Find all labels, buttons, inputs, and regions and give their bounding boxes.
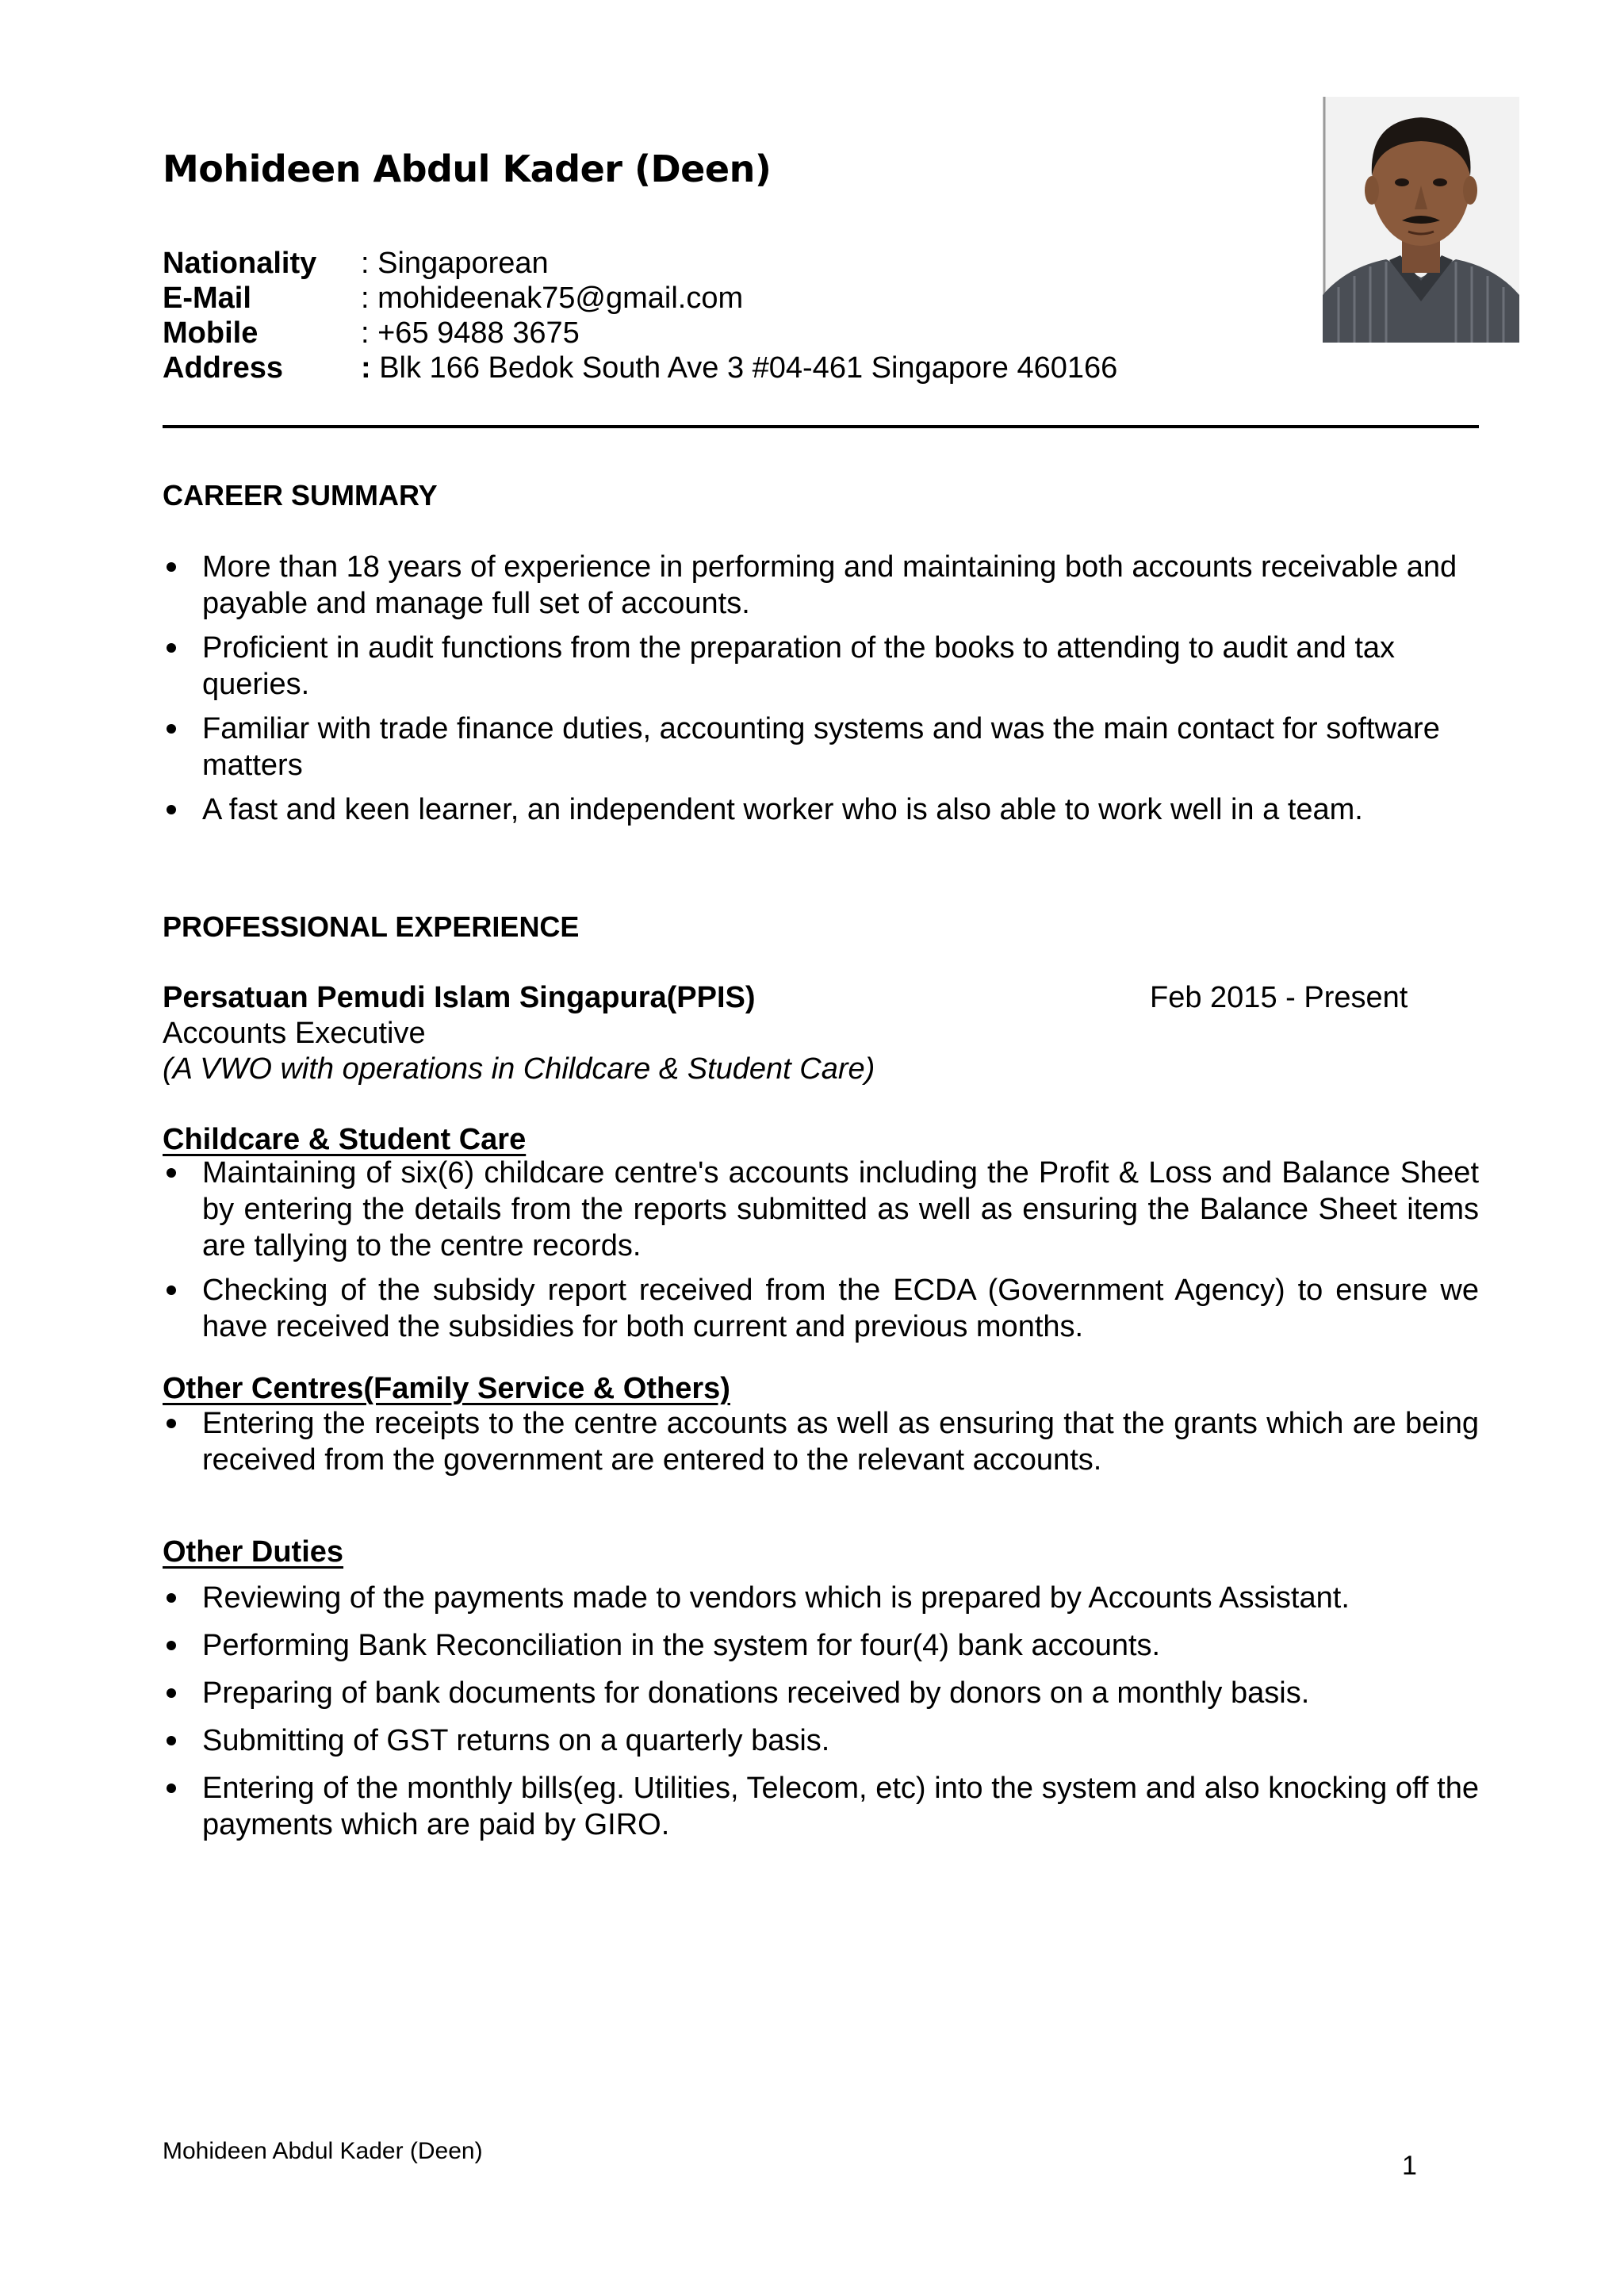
- list-item: [163, 1580, 1479, 1616]
- nationality-label: Nationality: [163, 247, 317, 280]
- contact-row-address: [163, 351, 1117, 385]
- mobile-label: Mobile: [163, 316, 259, 350]
- list-item: [163, 549, 1479, 622]
- contact-row-nationality: [163, 246, 1117, 281]
- bullet-icon: [167, 1784, 176, 1793]
- list-item-text: Checking of the subsidy report received from the ECDA (Government Agency) to ensure we have received the subsidies for both current and previous months.: [202, 1274, 1479, 1343]
- contact-row-mobile: [163, 316, 1117, 351]
- list-item: [163, 1272, 1479, 1345]
- list-item-text: Preparing of bank documents for donations received by donors on a monthly basis.: [202, 1676, 1310, 1710]
- list-item: [163, 1770, 1479, 1843]
- list-item-text: Entering of the monthly bills(eg. Utilities, Telecom, etc) into the system and also knocking off the payments which are paid by GIRO.: [202, 1772, 1479, 1841]
- bullet-icon: [167, 1285, 176, 1295]
- email-label: E-Mail: [163, 282, 251, 315]
- bullet-icon: [167, 1168, 176, 1178]
- bullet-icon: [167, 1736, 176, 1745]
- other-centres-duties-list: [163, 1405, 1479, 1478]
- mobile-separator: :: [361, 316, 370, 350]
- job-company: Persatuan Pemudi Islam Singapura(PPIS): [163, 981, 756, 1014]
- section-heading-childcare: Childcare & Student Care: [163, 1123, 527, 1156]
- career-summary-list: [163, 549, 1479, 828]
- bullet-icon: [167, 1593, 176, 1603]
- nationality-separator: :: [361, 247, 370, 280]
- bullet-icon: [167, 1419, 176, 1428]
- section-heading-other-centres: Other Centres(Family Service & Others): [163, 1372, 730, 1405]
- list-item: [163, 630, 1479, 703]
- contact-row-email: [163, 281, 1117, 316]
- list-item: [163, 791, 1479, 828]
- other-duties-list: [163, 1580, 1479, 1843]
- list-item: [163, 1722, 1479, 1759]
- bullet-icon: [167, 1688, 176, 1698]
- list-item-text: Familiar with trade finance duties, accounting systems and was the main contact for software matters: [202, 712, 1440, 782]
- list-item-text: Performing Bank Reconciliation in the system for four(4) bank accounts.: [202, 1629, 1161, 1662]
- address-value: Blk 166 Bedok South Ave 3 #04-461 Singapore 460166: [370, 351, 1118, 385]
- professional-experience-heading: PROFESSIONAL EXPERIENCE: [163, 910, 580, 943]
- footer-name: Mohideen Abdul Kader (Deen): [163, 2138, 483, 2164]
- bullet-icon: [167, 643, 176, 653]
- candidate-name: Mohideen Abdul Kader (Deen): [163, 148, 772, 190]
- profile-photo-illustration: [1323, 97, 1519, 343]
- list-item: [163, 1627, 1479, 1664]
- list-item-text: Submitting of GST returns on a quarterly basis.: [202, 1724, 830, 1757]
- list-item-text: A fast and keen learner, an independent worker who is also able to work well in a team.: [202, 793, 1363, 826]
- bullet-icon: [167, 1641, 176, 1650]
- job-dates: Feb 2015 - Present: [1150, 981, 1408, 1014]
- email-value: mohideenak75@gmail.com: [369, 282, 744, 315]
- bullet-icon: [167, 562, 176, 572]
- address-separator: :: [361, 351, 371, 385]
- list-item-text: Entering the receipts to the centre accounts as well as ensuring that the grants which are being received from the government are entered to the relevant accounts.: [202, 1407, 1479, 1477]
- list-item: [163, 1675, 1479, 1711]
- job-description: (A VWO with operations in Childcare & Student Care): [163, 1052, 875, 1086]
- list-item-text: More than 18 years of experience in performing and maintaining both accounts receivable and payable and manage full set of accounts.: [202, 550, 1457, 620]
- list-item-text: Maintaining of six(6) childcare centre's accounts including the Profit & Loss and Balance Sheet by entering the details from the reports submitted as well as ensuring the Balance Sheet items are tallying to the centre records.: [202, 1156, 1479, 1262]
- email-separator: :: [361, 282, 370, 315]
- list-item-text: Reviewing of the payments made to vendors which is prepared by Accounts Assistant.: [202, 1581, 1350, 1615]
- childcare-duties-list: [163, 1155, 1479, 1345]
- career-summary-heading: CAREER SUMMARY: [163, 479, 438, 511]
- contact-details: [163, 246, 1117, 385]
- bullet-icon: [167, 805, 176, 814]
- job-title: Accounts Executive: [163, 1017, 426, 1050]
- mobile-value: +65 9488 3675: [369, 316, 580, 350]
- section-heading-other-duties: Other Duties: [163, 1535, 344, 1569]
- header-divider: [163, 425, 1479, 428]
- list-item: [163, 1155, 1479, 1264]
- page-number: 1: [1402, 2151, 1417, 2181]
- list-item: [163, 1405, 1479, 1478]
- nationality-value: Singaporean: [369, 247, 549, 280]
- list-item: [163, 711, 1479, 784]
- list-item-text: Proficient in audit functions from the preparation of the books to attending to audit and tax queries.: [202, 631, 1396, 701]
- profile-photo: [1323, 97, 1519, 343]
- bullet-icon: [167, 724, 176, 734]
- address-label: Address: [163, 351, 284, 385]
